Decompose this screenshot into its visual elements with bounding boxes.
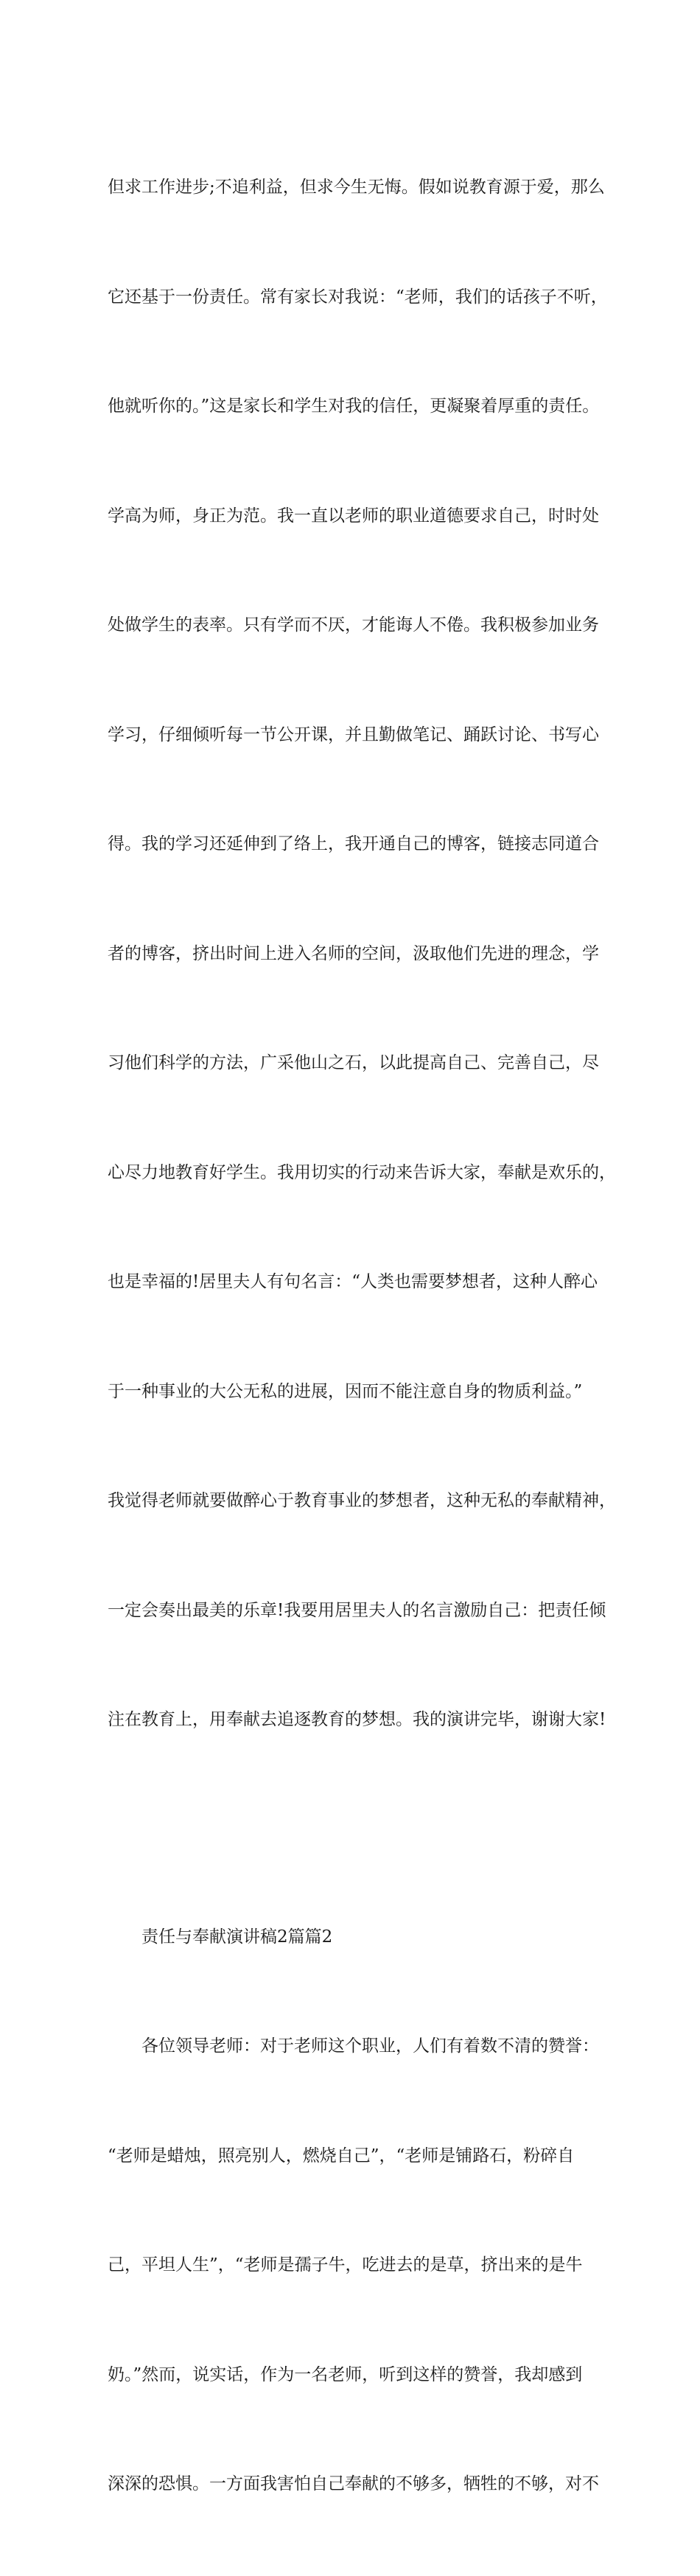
text-line: 注在教育上，用奉献去追逐教育的梦想。我的演讲完毕，谢谢大家! [108,1710,606,1729]
text-line: 他就听你的。”这是家长和学生对我的信任，更凝聚着厚重的责任。 [108,397,600,416]
text-line: 但求工作进步;不追利益，但求今生无悔。假如说教育源于爱，那么 [108,178,605,197]
text-line: 学高为师，身正为范。我一直以老师的职业道德要求自己，时时处 [108,506,599,526]
text-line: 处做学生的表率。只有学而不厌，才能诲人不倦。我积极参加业务 [108,615,599,635]
text-line: 习他们科学的方法，广采他山之石，以此提高自己、完善自己，尽 [108,1053,599,1072]
text-line: 心尽力地教育好学生。我用切实的行动来告诉大家，奉献是欢乐的， [108,1162,616,1182]
section-block [108,1846,616,2576]
document-body [108,97,616,2576]
text-line: 深深的恐惧。一方面我害怕自己奉献的不够多，牺牲的不够，对不 [108,2474,599,2493]
text-line: 学习，仔细倾听每一节公开课，并且勤做笔记、踊跃讨论、书写心 [108,725,599,744]
text-line: 己，平坦人生”，“老师是孺子牛，吃进去的是草，挤出来的是牛 [108,2255,583,2275]
text-line: 一定会奏出最美的乐章!我要用居里夫人的名言激励自己：把责任倾 [108,1600,606,1620]
text-line: 我觉得老师就要做醉心于教育事业的梦想者，这种无私的奉献精神， [108,1491,616,1510]
text-line: 各位领导老师：对于老师这个职业，人们有着数不清的赞誉： [141,2036,599,2056]
text-line: 者的博客，挤出时间上进入名师的空间，汲取他们先进的理念，学 [108,943,599,963]
paragraph-continued [108,97,616,1812]
text-line: 也是幸福的!居里夫人有句名言：“人类也需要梦想者，这种人醉心 [108,1272,598,1291]
text-line: 得。我的学习还延伸到了络上，我开通自己的博客，链接志同道合 [108,834,599,854]
section-heading: 责任与奉献演讲稿2篇篇2 [141,1927,333,1947]
text-line: 奶。”然而，说实话，作为一名老师，听到这样的赞誉，我却感到 [108,2364,583,2384]
text-line: 于一种事业的大公无私的进展，因而不能注意自身的物质利益。” [108,1381,583,1401]
text-line: “老师是蜡烛，照亮别人，燃烧自己”，“老师是铺路石，粉碎自 [108,2146,575,2165]
text-line: 它还基于一份责任。常有家长对我说：“老师，我们的话孩子不听， [108,287,608,307]
